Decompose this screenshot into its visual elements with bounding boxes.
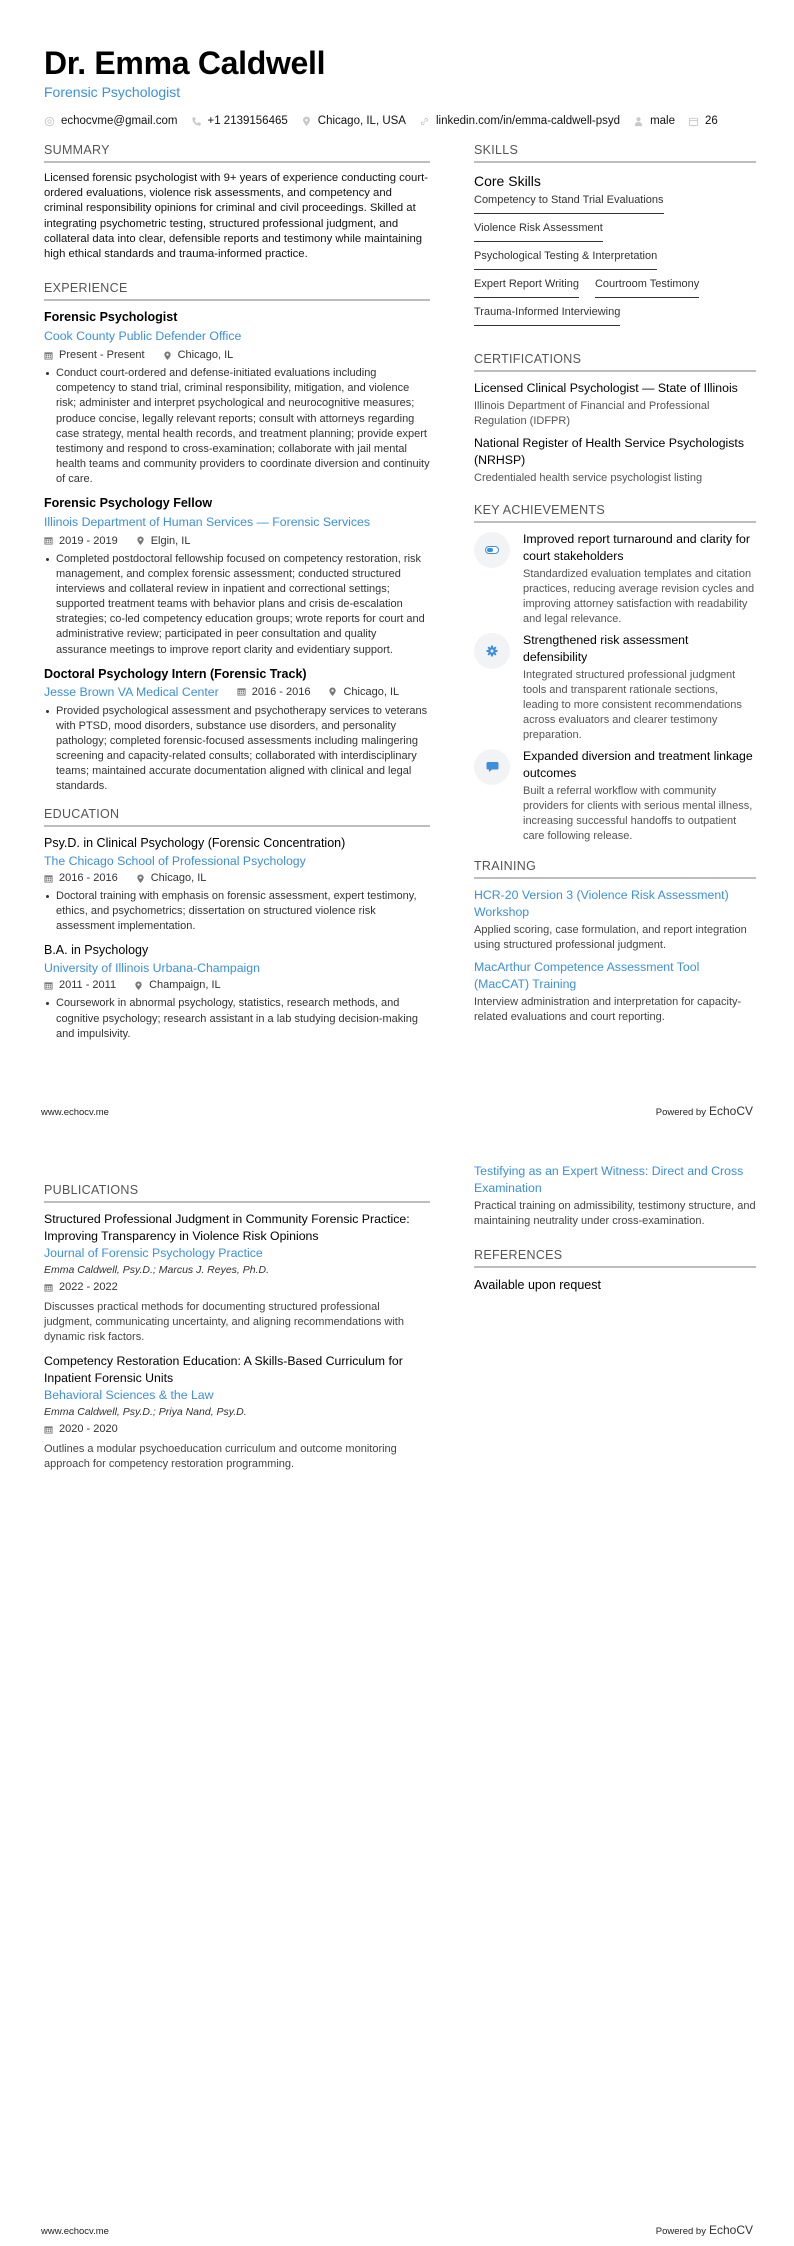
contact-linkedin[interactable] — [419, 115, 620, 127]
job-location-text: Chicago, IL — [343, 685, 400, 698]
certifications-heading: CERTIFICATIONS — [474, 351, 756, 372]
footer-brand[interactable]: EchoCV — [708, 2223, 753, 2237]
edu-location-text: Champaign, IL — [149, 979, 221, 992]
edu-bullet: Doctoral training with emphasis on forensic assessment, expert testimony, ethics, and psychometrics; dissertation on structured violence risk assessment implementation. — [44, 889, 430, 934]
publication-desc: Outlines a modular psychoeducation curriculum and outcome monitoring approach for competency restoration programming. — [44, 1443, 397, 1470]
publication-authors: Emma Caldwell, Psy.D.; Priya Nand, Psy.D. — [44, 1406, 247, 1418]
achievement-item — [474, 632, 756, 743]
skill-tag: Violence Risk Assessment — [474, 221, 603, 242]
training-section-continued — [474, 1163, 756, 1229]
left-column — [44, 1182, 430, 1480]
education-section — [44, 806, 430, 1042]
training-title[interactable]: Testifying as an Expert Witness: Direct and Cross Examination — [474, 1164, 744, 1195]
footer-site-link[interactable]: www.echocv.me — [41, 1107, 109, 1118]
edu-dates-text: 2011 - 2011 — [59, 979, 117, 992]
footer-powered-text: Powered by — [655, 1107, 706, 1118]
certification-item — [474, 435, 756, 486]
achievement-desc: Standardized evaluation templates and citation practices, reducing average revision cycles and improving attorney satisfaction with readability and legal relevance. — [523, 568, 755, 625]
experience-item — [44, 495, 430, 658]
contact-phone-text: +1 2139156465 — [207, 115, 288, 127]
publications-heading: PUBLICATIONS — [44, 1182, 430, 1203]
contact-age — [688, 115, 718, 127]
cert-issuer: Credentialed health service psychologist listing — [474, 472, 703, 484]
edu-dates — [44, 977, 116, 993]
edu-bullet: Coursework in abnormal psychology, statistics, research methods, and cognitive psychology; research assistant in a lab studying decision-making and impulsivity. — [44, 996, 430, 1041]
publication-desc: Discusses practical methods for documenting structured professional judgment, communicating uncertainty, and aligning recommendations with dynamic risk factors. — [44, 1301, 404, 1343]
edu-location-text: Chicago, IL — [150, 872, 207, 885]
job-title: Forensic Psychologist — [44, 310, 178, 325]
achievement-desc: Integrated structured professional judgment tools and transparent rationale sections, leading to more consistent recommendations across evaluators and clearer testimony preparation. — [523, 669, 742, 741]
edu-degree: B.A. in Psychology — [44, 943, 149, 958]
chat-bubble-icon — [474, 749, 510, 785]
footer-powered-text: Powered by — [655, 2226, 706, 2237]
publication-dates — [44, 1421, 118, 1437]
job-location — [136, 533, 191, 549]
contact-location — [301, 115, 406, 127]
achievement-title: Improved report turnaround and clarity for court stakeholders — [523, 532, 750, 563]
skills-heading: SKILLS — [474, 142, 756, 163]
calendar-icon — [44, 536, 53, 545]
phone-icon — [191, 116, 202, 127]
summary-text: Licensed forensic psychologist with 9+ years of experience conducting court-ordered evaluations, violence risk assessments, and competency and criminal responsibility opinions for criminal and civil proceedings. Skilled at integrating psychometric testing, structured professional judgment, and collateral data into clear, defensible reports and testimony while maintaining high ethical standards and trauma-informed practice. — [44, 172, 428, 261]
certification-item — [474, 380, 756, 429]
footer-brand[interactable]: EchoCV — [708, 1104, 753, 1118]
training-item — [474, 959, 756, 1025]
skills-subheading: Core Skills — [474, 173, 541, 189]
training-desc: Applied scoring, case formulation, and report integration using structured professional judgment. — [474, 924, 747, 951]
right-column — [474, 142, 756, 1031]
job-location-text: Elgin, IL — [150, 534, 191, 547]
job-bullets — [44, 704, 430, 795]
edu-bullets — [44, 996, 430, 1041]
footer-powered — [656, 1104, 753, 1118]
location-pin-icon — [328, 687, 337, 696]
job-location-text: Chicago, IL — [177, 349, 234, 362]
education-item — [44, 835, 430, 934]
skill-tag: Psychological Testing & Interpretation — [474, 249, 657, 270]
job-bullet: Conduct court-ordered and defense-initiated evaluations including competency to stand trial, criminal responsibility, mitigation, and violence risk; administer and interpret psychological and neurocognitive measures; produce concise, legally relevant reports; consult with attorneys regarding case strategy, mental health records, and treatment planning; provide expert testimony and respond to cross-examination; collaborate with jail mental health teams and community providers to coordinate diversion and continuity of care. — [44, 366, 430, 487]
education-item — [44, 942, 430, 1041]
contact-email[interactable] — [44, 115, 178, 127]
resume-header — [44, 44, 754, 127]
publication-venue[interactable]: Journal of Forensic Psychology Practice — [44, 1246, 263, 1260]
training-desc: Practical training on admissibility, testimony structure, and maintaining neutrality under cross-examination. — [474, 1200, 756, 1227]
job-dates-text: 2019 - 2019 — [59, 534, 118, 547]
job-bullet: Provided psychological assessment and psychotherapy services to veterans with PTSD, mood disorders, substance use disorders, and personality pathology; completed forensic-focused assessments including malingering screening and capacity-related consults; collaborated with interdisciplinary teams; maintained accurate documentation aligned with clinical and legal standards. — [44, 704, 430, 795]
experience-heading: EXPERIENCE — [44, 280, 430, 301]
calendar-icon — [688, 116, 699, 127]
cert-title: Licensed Clinical Psychologist — State of Illinois — [474, 381, 738, 395]
edu-dates — [44, 870, 118, 886]
calendar-icon — [44, 351, 53, 360]
publication-item — [44, 1211, 430, 1345]
location-pin-icon — [163, 351, 172, 360]
skill-tag: Courtroom Testimony — [595, 277, 699, 298]
contact-linkedin-text: linkedin.com/in/emma-caldwell-psyd — [435, 115, 621, 127]
at-icon — [44, 116, 55, 127]
edu-degree: Psy.D. in Clinical Psychology (Forensic Concentration) — [44, 836, 346, 851]
training-desc: Interview administration and interpretation for capacity-related evaluations and court reporting. — [474, 996, 742, 1023]
calendar-icon — [237, 687, 246, 696]
job-dates-text: 2016 - 2016 — [251, 685, 311, 698]
contact-bar — [44, 115, 754, 127]
contact-email-text: echocvme@gmail.com — [61, 115, 178, 127]
job-company[interactable]: Cook County Public Defender Office — [44, 329, 242, 344]
publication-title: Structured Professional Judgment in Community Forensic Practice: Improving Transparency in Violence Risk Opinions — [44, 1212, 410, 1243]
publications-section — [44, 1182, 430, 1472]
job-location — [163, 347, 234, 363]
publication-meta — [44, 1421, 430, 1437]
calendar-icon — [44, 981, 53, 990]
experience-section — [44, 280, 430, 794]
job-company-meta-row — [44, 683, 430, 701]
toggle-icon — [474, 532, 510, 568]
experience-item — [44, 666, 430, 795]
gear-icon — [474, 633, 510, 669]
contact-gender — [633, 115, 675, 127]
edu-bullets — [44, 889, 430, 934]
publication-authors: Emma Caldwell, Psy.D.; Marcus J. Reyes, Ph.D. — [44, 1264, 270, 1276]
candidate-role: Forensic Psychologist — [44, 84, 181, 100]
cert-title: National Register of Health Service Psychologists (NRHSP) — [474, 436, 744, 467]
achievement-title: Strengthened risk assessment defensibility — [523, 633, 689, 664]
training-heading: TRAINING — [474, 858, 756, 879]
footer-powered — [656, 2223, 753, 2237]
skill-tag: Trauma-Informed Interviewing — [474, 305, 620, 326]
calendar-icon — [44, 1283, 53, 1292]
location-pin-icon — [136, 536, 145, 545]
right-column — [474, 1163, 756, 1294]
link-icon — [419, 116, 430, 127]
training-section — [474, 858, 756, 1025]
training-title[interactable]: HCR-20 Version 3 (Violence Risk Assessment) Workshop — [474, 888, 729, 919]
job-dates — [237, 684, 311, 700]
contact-location-text: Chicago, IL, USA — [317, 115, 406, 127]
training-title[interactable]: MacArthur Competence Assessment Tool (MacCAT) Training — [474, 960, 700, 991]
achievement-desc: Built a referral workflow with community providers for clients with serious mental illness, increasing successful handoffs to outpatient care following release. — [523, 785, 753, 842]
training-item — [474, 1163, 756, 1229]
job-bullets — [44, 366, 430, 487]
job-meta — [44, 347, 430, 363]
calendar-icon — [44, 1425, 53, 1434]
footer-site-link[interactable]: www.echocv.me — [41, 2226, 109, 2237]
publication-meta — [44, 1279, 430, 1295]
edu-location — [136, 870, 207, 886]
job-title: Forensic Psychology Fellow — [44, 495, 213, 510]
contact-phone[interactable] — [191, 115, 288, 127]
person-icon — [633, 116, 644, 127]
edu-school[interactable]: The Chicago School of Professional Psychology — [44, 854, 306, 869]
page-footer — [41, 2223, 753, 2237]
page-footer — [41, 1104, 753, 1118]
summary-heading: SUMMARY — [44, 142, 430, 163]
skill-tag: Competency to Stand Trial Evaluations — [474, 193, 664, 214]
contact-age-text: 26 — [705, 115, 718, 127]
job-meta — [237, 684, 399, 700]
skills-section — [474, 142, 756, 333]
experience-item — [44, 309, 430, 487]
job-bullets — [44, 552, 430, 658]
achievement-item — [474, 748, 756, 844]
achievements-section — [474, 502, 756, 844]
job-title: Doctoral Psychology Intern (Forensic Track) — [44, 666, 307, 681]
references-section — [474, 1247, 756, 1294]
edu-school[interactable]: University of Illinois Urbana-Champaign — [44, 961, 260, 976]
skill-list — [474, 193, 756, 333]
left-column — [44, 142, 430, 1050]
job-dates — [44, 533, 118, 549]
certifications-section — [474, 351, 756, 486]
calendar-icon — [44, 874, 53, 883]
resume-page-2 — [0, 1123, 794, 2246]
job-dates-text: Present - Present — [59, 349, 145, 362]
references-heading: REFERENCES — [474, 1247, 756, 1268]
job-company[interactable]: Jesse Brown VA Medical Center — [44, 684, 219, 699]
job-location — [328, 684, 399, 700]
publication-dates-text: 2022 - 2022 — [59, 1281, 118, 1293]
publication-item — [44, 1353, 430, 1472]
cert-issuer: Illinois Department of Financial and Professional Regulation (IDFPR) — [474, 400, 710, 427]
job-bullet: Completed postdoctoral fellowship focused on competency restoration, risk management, and complex forensic assessment; conducted structured interviews and collateral review in inpatient and correctional settings; supported treatment teams with behavior plans and crisis de-escalation strategies; co-led competency education groups; wrote reports for court and administrative review; participated in peer consultation and quality assurance meetings to improve report clarity and evidentiary support. — [44, 552, 430, 658]
publication-title: Competency Restoration Education: A Skills-Based Curriculum for Inpatient Forensic Units — [44, 1354, 403, 1385]
achievement-title: Expanded diversion and treatment linkage outcomes — [523, 749, 753, 780]
contact-gender-text: male — [650, 115, 675, 127]
edu-meta — [44, 870, 430, 886]
location-pin-icon — [301, 116, 312, 127]
achievements-heading: KEY ACHIEVEMENTS — [474, 502, 756, 523]
education-heading: EDUCATION — [44, 806, 430, 827]
edu-meta — [44, 977, 430, 993]
location-pin-icon — [134, 981, 143, 990]
publication-dates-text: 2020 - 2020 — [59, 1423, 118, 1435]
references-text: Available upon request — [474, 1278, 601, 1292]
job-meta — [44, 533, 430, 549]
skill-tag: Expert Report Writing — [474, 277, 579, 298]
publication-dates — [44, 1279, 118, 1295]
training-item — [474, 887, 756, 953]
edu-dates-text: 2016 - 2016 — [59, 872, 118, 885]
location-pin-icon — [136, 874, 145, 883]
job-company[interactable]: Illinois Department of Human Services — Forensic Services — [44, 514, 370, 529]
publication-venue[interactable]: Behavioral Sciences & the Law — [44, 1388, 214, 1402]
achievement-item — [474, 531, 756, 627]
summary-section — [44, 142, 430, 262]
edu-location — [134, 977, 221, 993]
job-dates — [44, 347, 145, 363]
candidate-name: Dr. Emma Caldwell — [44, 45, 326, 81]
